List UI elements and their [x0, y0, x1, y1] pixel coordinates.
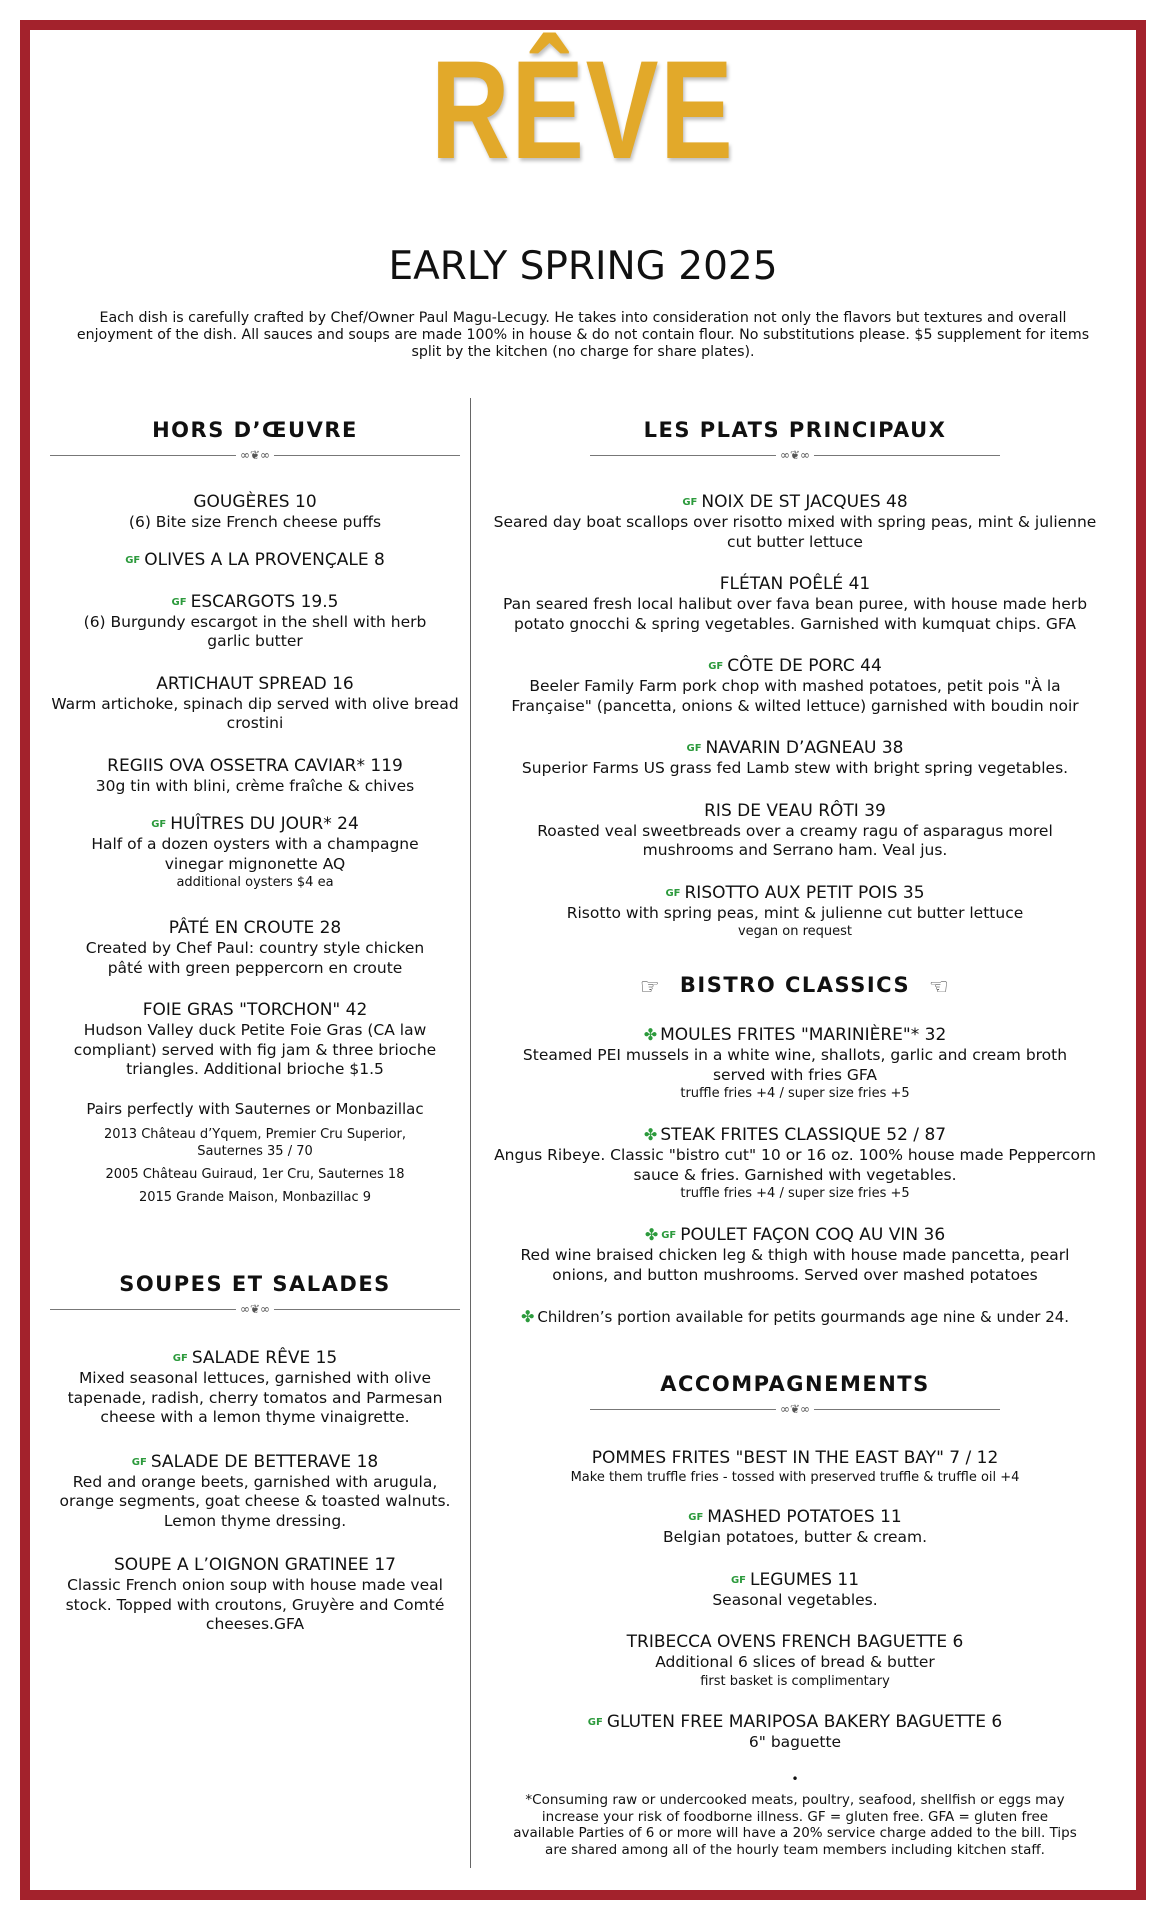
item-desc: Belgian potatoes, butter & cream. [662, 1528, 928, 1546]
item-name: FOIE GRAS "TORCHON" 42 [142, 1000, 368, 1020]
gf-badge: GF [587, 1716, 603, 1728]
pointing-hand-right-icon: ☞ [639, 975, 662, 1000]
gf-badge: GF [682, 497, 698, 508]
menu-item [490, 883, 1100, 941]
item-desc: Hudson Valley duck Petite Foie Gras (CA law compliant) served with fig jam & three brioche triangles. Additional brioche $1.5 [73, 1021, 437, 1078]
item-name: POULET FAÇON COQ AU VIN 36 [680, 1225, 946, 1245]
footer-dot: • [791, 1772, 799, 1786]
item-name: OLIVES A LA PROVENÇALE 8 [144, 549, 385, 570]
item-name: RISOTTO AUX PETIT POIS 35 [684, 882, 925, 903]
menu-item [490, 1124, 1100, 1202]
item-name: SOUPE A L’OIGNON GRATINEE 17 [114, 1555, 396, 1575]
bistro-items [490, 1024, 1100, 1328]
restaurant-logo [0, 31, 1166, 188]
item-name: ESCARGOTS 19.5 [190, 591, 339, 612]
item-name: MASHED POTATOES 11 [707, 1507, 902, 1527]
pointing-hand-left-icon: ☜ [928, 975, 951, 1000]
left-column [50, 418, 460, 462]
plats-items [490, 492, 1100, 940]
item-name: NAVARIN D’AGNEAU 38 [705, 738, 904, 758]
menu-item [50, 550, 460, 571]
section-ornament [50, 1302, 460, 1316]
menu-item [490, 1712, 1100, 1753]
gf-badge: GF [730, 1574, 746, 1586]
flourish-icon: ∞❦∞ [776, 1402, 814, 1416]
item-desc: (6) Burgundy escargot in the shell with herb garlic butter [83, 612, 427, 650]
bistro-header [490, 973, 1100, 1000]
item-name: GOUGÈRES 10 [193, 492, 317, 512]
hors-items [50, 492, 460, 1206]
gf-badge: GF [688, 1512, 704, 1523]
item-name: TRIBECCA OVENS FRENCH BAGUETTE 6 [626, 1632, 964, 1652]
item-name: SALADE DE BETTERAVE 18 [150, 1451, 379, 1472]
section-title-plats: LES PLATS PRINCIPAUX [643, 418, 947, 442]
menu-item [490, 1632, 1100, 1690]
gf-badge: GF [686, 743, 702, 754]
section-title-soupes: SOUPES ET SALADES [119, 1272, 391, 1296]
item-desc: Created by Chef Paul: country style chicken pâté with green peppercorn en croute [85, 939, 425, 977]
item-note: first basket is complimentary [700, 1673, 890, 1689]
gf-badge: GF [171, 596, 187, 608]
gf-badge: GF [125, 554, 141, 566]
wine-pairing: 2015 Grande Maison, Monbazillac 9 [138, 1190, 372, 1205]
item-desc: Seared day boat scallops over risotto mixed with spring peas, mint & julienne cut butter lettuce [493, 513, 1097, 551]
soupes-header [50, 1272, 460, 1316]
menu-item [490, 738, 1100, 779]
pairs-title: Pairs perfectly with Sauternes or Monbazillac [86, 1099, 424, 1118]
accomp-header [590, 1372, 1000, 1416]
menu-item [50, 918, 460, 978]
menu-season-title: EARLY SPRING 2025 [388, 244, 778, 289]
gf-badge: GF [708, 661, 724, 672]
item-desc: (6) Bite size French cheese puffs [128, 513, 382, 531]
item-desc: Additional 6 slices of bread & butter [655, 1653, 935, 1671]
item-desc: Red wine braised chicken leg & thigh with house made pancetta, pearl onions, and button mushrooms. Served over mashed potatoes [520, 1246, 1070, 1284]
item-note: vegan on request [737, 924, 853, 939]
menu-item [50, 492, 460, 533]
item-name: FLÉTAN POÊLÉ 41 [719, 574, 871, 594]
item-name: NOIX DE ST JACQUES 48 [701, 492, 908, 512]
item-desc: Classic French onion soup with house made veal stock. Topped with croutons, Gruyère and Comté cheeses.GFA [65, 1576, 445, 1633]
section-title-accomp: ACCOMPAGNEMENTS [660, 1372, 930, 1396]
item-name: GLUTEN FREE MARIPOSA BAKERY BAGUETTE 6 [606, 1711, 1003, 1732]
item-desc: 30g tin with blini, crème fraîche & chives [95, 776, 415, 795]
menu-item [50, 1555, 460, 1635]
item-name: PÂTÉ EN CROUTE 28 [168, 918, 342, 938]
item-desc: Mixed seasonal lettuces, garnished with olive tapenade, radish, cherry tomatos and Parmesan cheese with a lemon thyme vinaigrette. [67, 1369, 443, 1426]
item-desc: Red and orange beets, garnished with arugula, orange segments, goat cheese & toasted walnuts. Lemon thyme dressing. [59, 1472, 451, 1530]
item-name: STEAK FRITES CLASSIQUE 52 / 87 [660, 1125, 947, 1145]
item-name: MOULES FRITES "MARINIÈRE"* 32 [660, 1025, 947, 1045]
flourish-icon: ∞❦∞ [776, 448, 814, 462]
gf-badge: GF [665, 887, 681, 899]
accomp-items [490, 1448, 1100, 1752]
item-desc: Pan seared fresh local halibut over fava bean puree, with house made herb potato gnocchi & spring vegetables. Garnished with kumquat chips. GFA [502, 595, 1088, 633]
plats-header [590, 418, 1000, 462]
clover-icon: ✤ [520, 1307, 535, 1326]
wine-pairing: 2013 Château d’Yquem, Premier Cru Superior, Sauternes 35 / 70 [103, 1127, 406, 1159]
clover-icon: ✤ [643, 1025, 658, 1044]
flourish-icon: ∞❦∞ [236, 448, 274, 462]
menu-item [490, 801, 1100, 861]
footer-disclaimer: *Consuming raw or undercooked meats, poultry, seafood, shellfish or eggs may increase your risk of foodborne illness. GF = gluten free. GFA = gluten free available Parties of 6 or more will have a 20% service charge added to the bill. Tips are shared among all of the hourly team members including kitchen staff. [513, 1792, 1077, 1858]
item-desc: Risotto with spring peas, mint & julienne cut butter lettuce [566, 903, 1024, 922]
intro-text: Each dish is carefully crafted by Chef/Owner Paul Magu-Lecugy. He takes into consideration not only the flavors but textures and overall enjoyment of the dish. All sauces and soups are made 100% in house & do not contain flour. No substitutions please. $5 supplement for items split by the kitchen (no charge for share plates). [76, 310, 1090, 360]
menu-item [490, 574, 1100, 634]
menu-item [50, 592, 460, 652]
gf-badge: GF [131, 1456, 147, 1468]
menu-item [50, 1000, 460, 1080]
item-name: RIS DE VEAU RÔTI 39 [704, 800, 886, 821]
section-ornament [50, 448, 460, 462]
children-note [490, 1307, 1100, 1328]
menu-item [490, 1507, 1100, 1548]
menu-item [50, 1348, 460, 1428]
footer [510, 1772, 1080, 1858]
logo-text: RÊVE [431, 31, 735, 188]
section-ornament [590, 1402, 1000, 1416]
gf-badge: GF [172, 1353, 188, 1364]
children-note-text: Children’s portion available for petits gourmands age nine & under 24. [537, 1308, 1070, 1326]
item-desc: Angus Ribeye. Classic "bistro cut" 10 or 16 oz. 100% house made Peppercorn sauce & fries. Garnished with vegetables. [494, 1146, 1096, 1184]
item-name: HUÎTRES DU JOUR* 24 [170, 814, 359, 834]
item-note: truffle fries +4 / super size fries +5 [680, 1186, 910, 1201]
section-title-hors: HORS D’ŒUVRE [152, 418, 358, 442]
item-desc: 6" baguette [748, 1732, 842, 1751]
item-name: SALADE RÊVE 15 [191, 1348, 338, 1368]
menu-item [490, 1570, 1100, 1611]
item-desc: Roasted veal sweetbreads over a creamy ragu of asparagus morel mushrooms and Serrano ham. Veal jus. [537, 821, 1053, 859]
item-note: truffle fries +4 / super size fries +5 [680, 1086, 910, 1101]
menu-item [490, 492, 1100, 552]
item-name: POMMES FRITES "BEST IN THE EAST BAY" 7 / 12 [591, 1448, 999, 1468]
section-ornament [590, 448, 1000, 462]
gf-badge: GF [151, 819, 167, 830]
wine-pairing: 2005 Château Guiraud, 1er Cru, Sauternes 18 [105, 1167, 405, 1182]
gf-badge: GF [661, 1230, 677, 1241]
flourish-icon: ∞❦∞ [236, 1302, 274, 1316]
item-desc: Half of a dozen oysters with a champagne vinegar mignonette AQ [91, 835, 419, 873]
menu-item [490, 1024, 1100, 1102]
item-name: ARTICHAUT SPREAD 16 [156, 673, 354, 694]
item-desc: Beeler Family Farm pork chop with mashed potatoes, petit pois "À la Française" (pancetta, onions & wilted lettuce) garnished with boudin noir [511, 677, 1079, 715]
menu-item [50, 674, 460, 734]
menu-item [50, 756, 460, 797]
menu-item [50, 814, 460, 891]
item-desc: Steamed PEI mussels in a white wine, shallots, garlic and cream broth served with fries GFA [522, 1046, 1068, 1084]
menu-item [50, 1452, 460, 1532]
wine-pairings [50, 1100, 460, 1207]
item-note: Make them truffle fries - tossed with preserved truffle & truffle oil +4 [570, 1470, 1020, 1485]
item-desc: Seasonal vegetables. [712, 1590, 878, 1609]
item-name: CÔTE DE PORC 44 [727, 656, 882, 676]
item-name: REGIIS OVA OSSETRA CAVIAR* 119 [107, 755, 403, 776]
soupes-items [50, 1348, 460, 1635]
section-title-bistro: BISTRO CLASSICS [679, 973, 911, 997]
item-name: LEGUMES 11 [749, 1569, 860, 1590]
menu-item [490, 1224, 1100, 1285]
clover-icon: ✤ [643, 1125, 658, 1144]
item-note: additional oysters $4 ea [176, 875, 334, 890]
clover-icon: ✤ [644, 1225, 659, 1244]
menu-item [490, 1448, 1100, 1486]
column-divider [470, 398, 471, 1868]
item-desc: Warm artichoke, spinach dip served with olive bread crostini [51, 694, 459, 732]
item-desc: Superior Farms US grass fed Lamb stew with bright spring vegetables. [521, 759, 1069, 777]
menu-item [490, 656, 1100, 716]
